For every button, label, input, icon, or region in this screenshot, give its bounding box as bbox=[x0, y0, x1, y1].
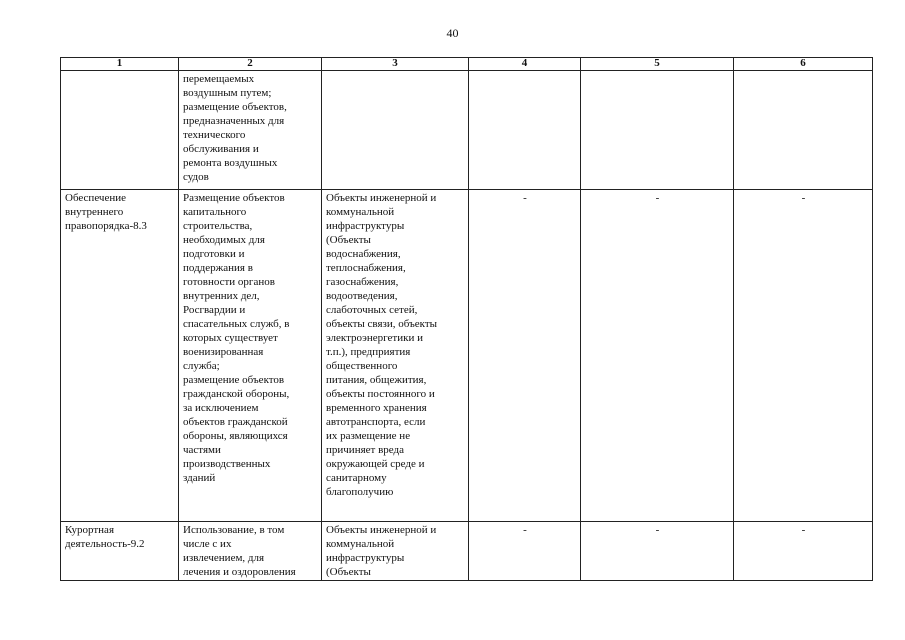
parameter-cell-5 bbox=[581, 71, 734, 190]
cell-text-line: инфраструктуры bbox=[326, 220, 405, 232]
auxiliary-uses-cell bbox=[322, 522, 469, 581]
cell-text-line: Объекты инженерной и bbox=[326, 524, 437, 536]
cell-text-line: газоснабжения, bbox=[326, 276, 399, 288]
cell-text-line: теплоснабжения, bbox=[326, 262, 406, 274]
cell-text-line: водоснабжения, bbox=[326, 248, 401, 260]
cell-text-line: обслуживания и bbox=[183, 143, 259, 155]
cell-text-line: извлечением, для bbox=[183, 552, 265, 564]
cell-text-line: лечения и оздоровления bbox=[183, 566, 296, 578]
parameter-cell-5: - bbox=[581, 522, 734, 581]
cell-text-line: необходимых для bbox=[183, 234, 265, 246]
parameter-cell-4: - bbox=[469, 522, 581, 581]
table-row bbox=[61, 522, 873, 581]
parameter-cell-4: - bbox=[469, 190, 581, 522]
description-cell bbox=[179, 71, 322, 190]
description-cell bbox=[179, 190, 322, 522]
cell-text-line: слаботочных сетей, bbox=[326, 304, 418, 316]
column-header: 2 bbox=[179, 58, 322, 71]
cell-text-line: строительства, bbox=[183, 220, 253, 232]
column-header: 5 bbox=[581, 58, 734, 71]
cell-text-line: благополучию bbox=[326, 486, 394, 498]
cell-text-line: электроэнергетики и bbox=[326, 332, 423, 344]
cell-text-line: которых существует bbox=[183, 332, 278, 344]
cell-text-line: Обеспечение bbox=[65, 192, 126, 204]
land-use-type-cell bbox=[61, 71, 179, 190]
parameter-cell-6: - bbox=[734, 190, 873, 522]
cell-text-line: ремонта воздушных bbox=[183, 157, 278, 169]
column-header: 3 bbox=[322, 58, 469, 71]
cell-text-line: подготовки и bbox=[183, 248, 245, 260]
cell-text-line: предназначенных для bbox=[183, 115, 285, 127]
parameter-cell-5: - bbox=[581, 190, 734, 522]
page-number: 40 bbox=[446, 26, 459, 40]
cell-text-line: военизированная bbox=[183, 346, 264, 358]
cell-text-line: питания, общежития, bbox=[326, 374, 427, 386]
cell-text-line: Размещение объектов bbox=[183, 192, 285, 204]
cell-text-line: водоотведения, bbox=[326, 290, 398, 302]
cell-text-line: технического bbox=[183, 129, 246, 141]
cell-text-line: объекты связи, объекты bbox=[326, 318, 438, 330]
cell-text-line: зданий bbox=[183, 472, 216, 484]
cell-text-line: воздушным путем; bbox=[183, 87, 272, 99]
cell-text-line: Объекты инженерной и bbox=[326, 192, 437, 204]
cell-text-line: коммунальной bbox=[326, 538, 395, 550]
column-header: 4 bbox=[469, 58, 581, 71]
cell-text-line: поддержания в bbox=[183, 262, 253, 274]
cell-text-line: окружающей среде и bbox=[326, 458, 425, 470]
cell-text-line: за исключением bbox=[183, 402, 259, 414]
cell-text-line: размещение объектов, bbox=[183, 101, 287, 113]
cell-text-line: производственных bbox=[183, 458, 271, 470]
cell-text-line: временного хранения bbox=[326, 402, 427, 414]
cell-text-line: размещение объектов bbox=[183, 374, 285, 386]
cell-text-line: Росгвардии и bbox=[183, 304, 246, 316]
cell-text-line: Использование, в том bbox=[183, 524, 285, 536]
cell-text-line: частями bbox=[183, 444, 221, 456]
cell-text-line: правопорядка-8.3 bbox=[65, 220, 147, 232]
cell-text-line: общественного bbox=[326, 360, 398, 372]
description-cell bbox=[179, 522, 322, 581]
cell-text-line: т.п.), предприятия bbox=[326, 346, 411, 358]
land-use-table bbox=[60, 57, 873, 581]
cell-text-line: инфраструктуры bbox=[326, 552, 405, 564]
cell-text-line: перемещаемых bbox=[183, 73, 255, 85]
cell-text-line: судов bbox=[183, 171, 209, 183]
cell-text-line: внутренних дел, bbox=[183, 290, 260, 302]
table-header-row bbox=[61, 58, 873, 71]
cell-text-line: объектов гражданской bbox=[183, 416, 288, 428]
cell-text-line: объекты постоянного и bbox=[326, 388, 435, 400]
auxiliary-uses-cell bbox=[322, 190, 469, 522]
land-use-type-cell bbox=[61, 522, 179, 581]
column-header: 1 bbox=[61, 58, 179, 71]
cell-text-line: причиняет вреда bbox=[326, 444, 404, 456]
land-use-type-cell bbox=[61, 190, 179, 522]
cell-text-line: (Объекты bbox=[326, 566, 371, 578]
cell-text-line: служба; bbox=[183, 360, 220, 372]
cell-text-line: капитального bbox=[183, 206, 247, 218]
cell-text-line: их размещение не bbox=[326, 430, 411, 442]
cell-text-line: (Объекты bbox=[326, 234, 371, 246]
cell-text-line: санитарному bbox=[326, 472, 387, 484]
cell-text-line: числе с их bbox=[183, 538, 232, 550]
cell-text-line: коммунальной bbox=[326, 206, 395, 218]
cell-text-line: автотранспорта, если bbox=[326, 416, 426, 428]
cell-text-line: деятельность-9.2 bbox=[65, 538, 145, 550]
cell-text-line: внутреннего bbox=[65, 206, 124, 218]
cell-text-line: Курортная bbox=[65, 524, 115, 536]
cell-text-line: гражданской обороны, bbox=[183, 388, 290, 400]
parameter-cell-4 bbox=[469, 71, 581, 190]
cell-text-line: спасательных служб, в bbox=[183, 318, 290, 330]
cell-text-line: готовности органов bbox=[183, 276, 275, 288]
table-row bbox=[61, 71, 873, 190]
table-row bbox=[61, 190, 873, 522]
parameter-cell-6: - bbox=[734, 522, 873, 581]
auxiliary-uses-cell bbox=[322, 71, 469, 190]
parameter-cell-6 bbox=[734, 71, 873, 190]
cell-text-line: обороны, являющихся bbox=[183, 430, 288, 442]
column-header: 6 bbox=[734, 58, 873, 71]
